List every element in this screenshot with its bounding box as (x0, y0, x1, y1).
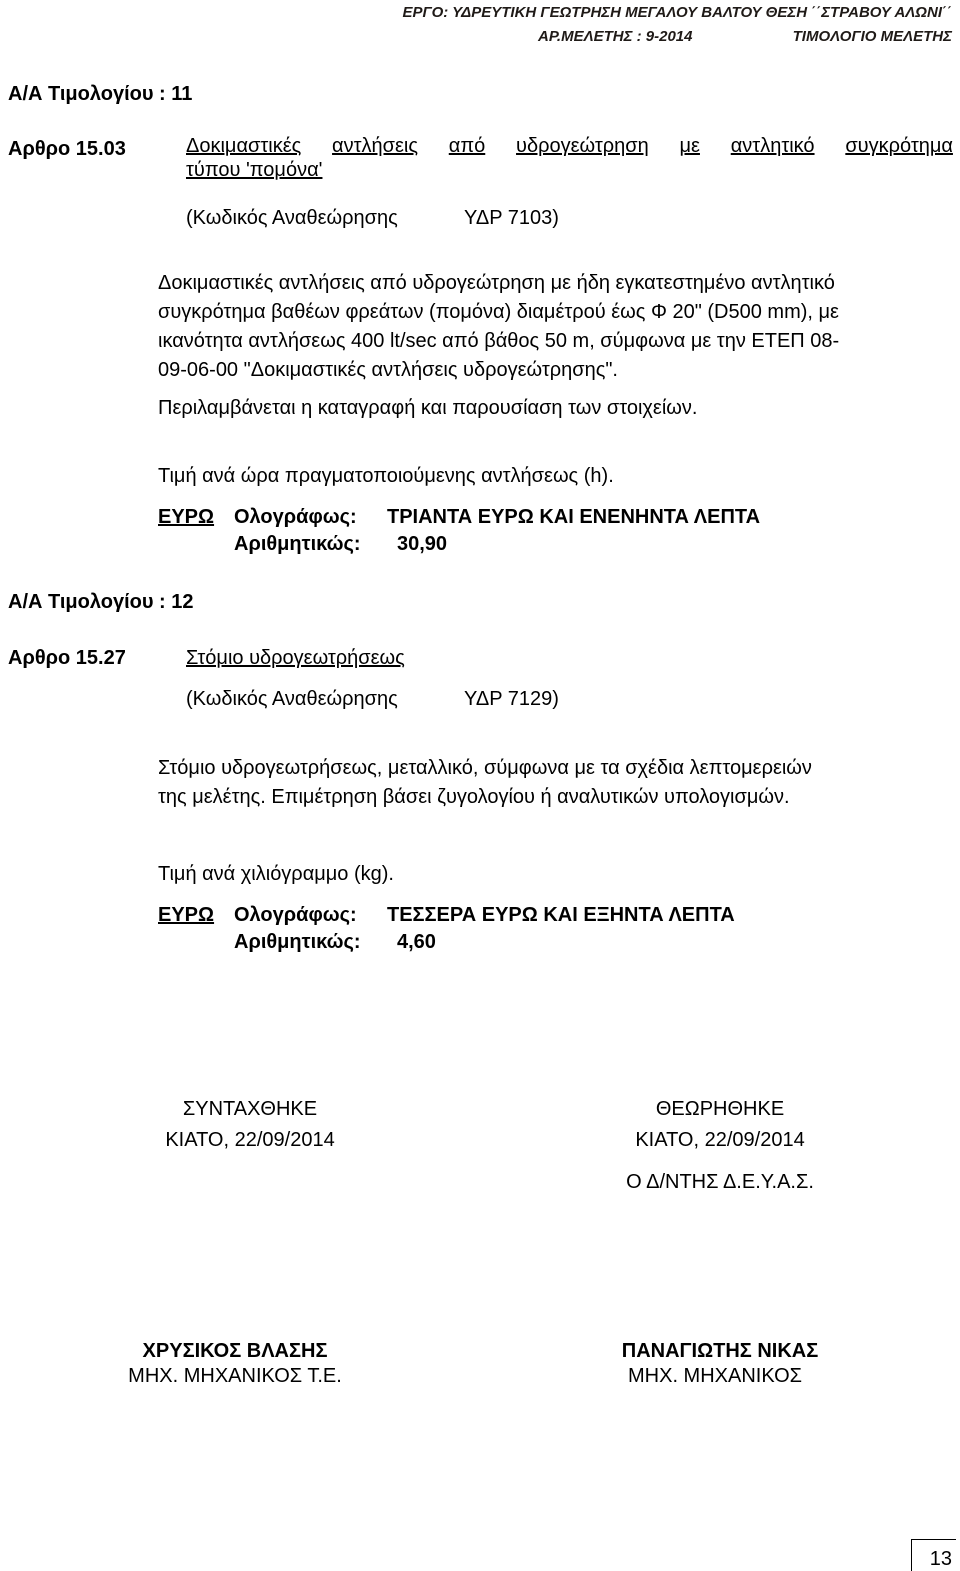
item-12-description (158, 754, 954, 812)
item-11-numeric-value: 30,90 (397, 533, 448, 555)
item-11-description-line-2: συγκρότημα βαθέων φρεάτων (πομόνα) διαμέτρού έως Φ 20" (D500 mm), με (158, 301, 839, 323)
header-document-type: ΤΙΜΟΛΟΓΙΟ ΜΕΛΕΤΗΣ (792, 28, 952, 45)
signature-left-title: ΜΗΧ. ΜΗΧΑΝΙΚΟΣ Τ.Ε. (128, 1365, 342, 1387)
signature-right-place-date: ΚΙΑΤΟ, 22/09/2014 (635, 1129, 805, 1151)
item-11-title-line-2: τύπου 'πομόνα' (186, 159, 323, 181)
item-12-description-line-2: της μελέτης. Επιμέτρηση βάσει ζυγολογίου ή αναλυτικών υπολογισμών. (158, 786, 790, 808)
item-11-description (158, 269, 954, 385)
item-11-description-line-4: 09-06-00 "Δοκιμαστικές αντλήσεις υδρογεώτρησης". (158, 359, 618, 381)
item-11-words-label: Ολογράφως: (234, 506, 357, 528)
item-11-article: Αρθρο 15.03 (8, 138, 126, 160)
item-12-aa: Α/Α Τιμολογίου : 12 (8, 591, 194, 613)
item-12-code-value: ΥΔΡ 7129) (464, 688, 559, 710)
item-12-currency: ΕΥΡΩ (158, 904, 215, 926)
item-12-numeric-label: Αριθμητικώς: (234, 931, 361, 953)
signature-left-name: ΧΡΥΣΙΚΟΣ ΒΛΑΣΗΣ (142, 1340, 328, 1362)
item-11-title (186, 132, 953, 185)
item-11-words-value: ΤΡΙΑΝΤΑ ΕΥΡΩ ΚΑΙ ΕΝΕΝΗΝΤΑ ΛΕΠΤΑ (387, 506, 761, 528)
page-number: 13 (929, 1548, 952, 1570)
item-12-title: Στόμιο υδρογεωτρήσεως (186, 647, 405, 669)
item-11-code-value: ΥΔΡ 7103) (464, 207, 559, 229)
item-11-title-line-1: Δοκιμαστικές αντλήσεις από υδρογεώτρηση με αντλητικό συγκρότημα (186, 135, 953, 157)
signature-right-name: ΠΑΝΑΓΙΩΤΗΣ ΝΙΚΑΣ (621, 1340, 819, 1362)
item-11-description-line-1: Δοκιμαστικές αντλήσεις από υδρογεώτρηση με ήδη εγκατεστημένο αντλητικό (158, 272, 835, 294)
item-12-description-line-1: Στόμιο υδρογεωτρήσεως, μεταλλικό, σύμφωνα με τα σχέδια λεπτομερειών (158, 757, 812, 779)
item-11-aa: Α/Α Τιμολογίου : 11 (8, 83, 193, 105)
signature-left-status: ΣΥΝΤΑΧΘΗΚΕ (182, 1098, 318, 1120)
item-11-currency: ΕΥΡΩ (158, 506, 215, 528)
item-11-note: Περιλαμβάνεται η καταγραφή και παρουσίαση των στοιχείων. (158, 397, 698, 419)
item-11-numeric-label: Αριθμητικώς: (234, 533, 361, 555)
item-12-words-label: Ολογράφως: (234, 904, 357, 926)
item-12-code-label: (Κωδικός Αναθεώρησης (186, 688, 398, 710)
item-12-numeric-value: 4,60 (397, 931, 436, 953)
signature-right-title: ΜΗΧ. ΜΗΧΑΝΙΚΟΣ (628, 1365, 802, 1387)
item-11-description-line-3: ικανότητα αντλήσεως 400 lt/sec από βάθος 50 m, σύμφωνα με την ΕΤΕΠ 08- (158, 330, 840, 352)
item-11-code-label: (Κωδικός Αναθεώρησης (186, 207, 398, 229)
item-12-article: Αρθρο 15.27 (8, 647, 126, 669)
signature-right-role: Ο Δ/ΝΤΗΣ Δ.Ε.Υ.Α.Σ. (626, 1171, 814, 1193)
item-12-words-value: ΤΕΣΣΕΡΑ ΕΥΡΩ ΚΑΙ ΕΞΗΝΤΑ ΛΕΠΤΑ (387, 904, 735, 926)
header-study-number: ΑΡ.ΜΕΛΕΤΗΣ : 9-2014 (538, 28, 693, 45)
signature-left-place-date: ΚΙΑΤΟ, 22/09/2014 (165, 1129, 335, 1151)
item-12-unit-price: Τιμή ανά χιλιόγραμμο (kg). (158, 863, 394, 885)
item-11-unit-price: Τιμή ανά ώρα πραγματοποιούμενης αντλήσεως (h). (158, 465, 614, 487)
signature-right-status: ΘΕΩΡΗΘΗΚΕ (655, 1098, 785, 1120)
header-project: ΕΡΓΟ: ΥΔΡΕΥΤΙΚΗ ΓΕΩΤΡΗΣΗ ΜΕΓΑΛΟΥ ΒΑΛΤΟΥ ΘΕΣΗ ΄΄ΣΤΡΑΒΟΥ ΑΛΩΝΙ΄΄ (402, 4, 952, 21)
